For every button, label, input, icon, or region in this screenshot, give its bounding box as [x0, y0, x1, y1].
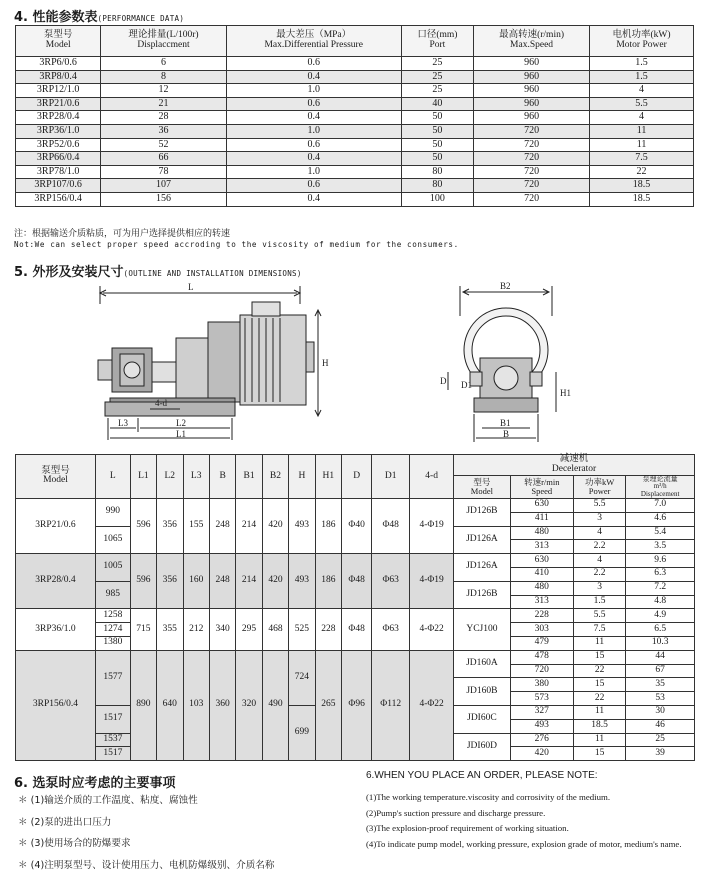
- table-row: [16, 165, 694, 179]
- table-row: [16, 554, 695, 568]
- reducer-model: YCJ100: [454, 609, 511, 650]
- dim-L: 1537: [95, 733, 130, 747]
- dim-header-4-d: 4-d: [410, 455, 454, 499]
- reducer-cell: 420: [510, 747, 573, 761]
- perf-cell: 25: [401, 70, 473, 84]
- perf-cell: 50: [401, 124, 473, 138]
- perf-cell: 720: [474, 152, 590, 166]
- dim-H: 525: [289, 609, 315, 650]
- reducer-cell: 228: [510, 609, 573, 623]
- reducer-cell: 4: [573, 526, 625, 540]
- perf-cell: 3RP12/1.0: [16, 84, 101, 98]
- perf-cell: 3RP8/0.4: [16, 70, 101, 84]
- reducer-cell: 1.5: [573, 595, 625, 609]
- dim-model: 3RP36/1.0: [16, 609, 96, 650]
- reducer-cell: 630: [510, 554, 573, 568]
- reducer-cell: 276: [510, 733, 573, 747]
- perf-cell: 36: [101, 124, 226, 138]
- dim-header-model: 泵型号 Model: [16, 455, 96, 499]
- table-row: [16, 498, 695, 512]
- dim-H1: 228: [315, 609, 341, 650]
- perf-cell: 21: [101, 97, 226, 111]
- reducer-cell: 15: [573, 678, 625, 692]
- perf-cell: 3RP66/0.4: [16, 152, 101, 166]
- dim-L: 1258: [95, 609, 130, 623]
- side-view: [98, 282, 329, 440]
- perf-cell: 720: [474, 179, 590, 193]
- dim-B: B: [503, 429, 510, 439]
- perf-cell: 0.6: [226, 57, 401, 71]
- reducer-model: JD126B: [454, 498, 511, 526]
- dim-B: 248: [209, 498, 235, 553]
- performance-table: [15, 25, 694, 207]
- perf-cell: 5.5: [590, 97, 694, 111]
- perf-cell: 4: [590, 111, 694, 125]
- dim-d: 4-Φ22: [410, 609, 454, 650]
- dim-H1: H1: [560, 388, 571, 398]
- reducer-cell: 479: [510, 636, 573, 650]
- dim-L1: 596: [130, 554, 156, 609]
- reducer-cell: 7.0: [626, 498, 695, 512]
- reducer-cell: 493: [510, 719, 573, 733]
- reducer-cell: 5.5: [573, 498, 625, 512]
- reducer-model: JDI60D: [454, 733, 511, 761]
- perf-cell: 18.5: [590, 179, 694, 193]
- perf-cell: 3RP28/0.4: [16, 111, 101, 125]
- list-item: ＊ (2)泵的进出口压力: [18, 816, 112, 828]
- dim-H: H: [322, 358, 329, 368]
- dim-L3: L3: [118, 418, 128, 428]
- dim-L: 985: [95, 581, 130, 609]
- perf-header-1: 理论排量(L/100r) Displaccment: [101, 26, 226, 57]
- table-row: [16, 124, 694, 138]
- perf-cell: 960: [474, 111, 590, 125]
- perf-cell: 25: [401, 57, 473, 71]
- perf-cell: 1.5: [590, 57, 694, 71]
- dim-L: 1005: [95, 554, 130, 582]
- reducer-model: JD126A: [454, 526, 511, 554]
- list-item: ＊ (4)注明泵型号、设计使用压力、电机防爆级别、介质名称: [18, 859, 275, 871]
- dim-H: 493: [289, 498, 315, 553]
- reducer-cell: 411: [510, 512, 573, 526]
- sub-power: 功率kW Power: [573, 475, 625, 498]
- reducer-cell: 2.2: [573, 567, 625, 581]
- reducer-cell: 11: [573, 636, 625, 650]
- perf-header-0: 泵型号 Model: [16, 26, 101, 57]
- dim-L: 1065: [95, 526, 130, 554]
- dim-D: Φ48: [342, 554, 372, 609]
- reducer-cell: 720: [510, 664, 573, 678]
- perf-cell: 1.0: [226, 84, 401, 98]
- dim-B: 248: [209, 554, 235, 609]
- perf-cell: 80: [401, 165, 473, 179]
- reducer-cell: 2.2: [573, 540, 625, 554]
- dim-L: 1577: [95, 650, 130, 705]
- sub-displacement: 泵理论流量 m³/h Displacement: [626, 475, 695, 498]
- reducer-cell: 630: [510, 498, 573, 512]
- perf-header-5: 电机功率(kW) Motor Power: [590, 26, 694, 57]
- dim-B1: B1: [500, 418, 511, 428]
- perf-cell: 4: [590, 84, 694, 98]
- table-row: [16, 179, 694, 193]
- dim-L: 990: [95, 498, 130, 526]
- perf-header-3: 口径(mm) Port: [401, 26, 473, 57]
- dim-D1: Φ112: [372, 650, 410, 760]
- reducer-model: JD160B: [454, 678, 511, 706]
- list-item: (1)The working temperature.viscosity and corrosivity of the medium.: [366, 792, 611, 802]
- table-row: [16, 152, 694, 166]
- dim-H1: 186: [315, 498, 341, 553]
- dim-header-L: L: [95, 455, 130, 499]
- reducer-cell: 313: [510, 540, 573, 554]
- reducer-cell: 30: [626, 705, 695, 719]
- perf-cell: 25: [401, 84, 473, 98]
- perf-cell: 80: [401, 179, 473, 193]
- perf-cell: 1.0: [226, 124, 401, 138]
- perf-cell: 0.4: [226, 111, 401, 125]
- perf-cell: 156: [101, 192, 226, 206]
- dim-D: Φ96: [342, 650, 372, 760]
- dim-B1: 320: [236, 650, 262, 760]
- reducer-cell: 5.4: [626, 526, 695, 540]
- dim-4d: 4-d: [155, 398, 167, 408]
- dim-H: 724: [289, 650, 315, 705]
- dim-H1: 186: [315, 554, 341, 609]
- dim-L: 1517: [95, 705, 130, 733]
- reducer-cell: 9.6: [626, 554, 695, 568]
- reducer-cell: 4.9: [626, 609, 695, 623]
- perf-cell: 107: [101, 179, 226, 193]
- dim-model: 3RP28/0.4: [16, 554, 96, 609]
- perf-cell: 50: [401, 152, 473, 166]
- dim-B: 360: [209, 650, 235, 760]
- dim-header-reducer: 减速机 Decelerator: [454, 455, 695, 476]
- perf-cell: 22: [590, 165, 694, 179]
- dim-header-D: D: [342, 455, 372, 499]
- dim-model: 3RP156/0.4: [16, 650, 96, 760]
- table-row: [16, 138, 694, 152]
- dim-H: 699: [289, 705, 315, 760]
- reducer-cell: 44: [626, 650, 695, 664]
- dim-B1: 214: [236, 554, 262, 609]
- front-view: [440, 281, 571, 442]
- section-5-title: 5. 外形及安装尺寸(OUTLINE AND INSTALLATION DIMENSIONS): [14, 265, 302, 280]
- dim-header-B1: B1: [236, 455, 262, 499]
- reducer-cell: 480: [510, 526, 573, 540]
- perf-cell: 3RP36/1.0: [16, 124, 101, 138]
- dim-d: 4-Φ19: [410, 554, 454, 609]
- perf-cell: 11: [590, 124, 694, 138]
- table-row: [16, 97, 694, 111]
- perf-header-4: 最高转速(r/min) Max.Speed: [474, 26, 590, 57]
- notes-en-title: 6.WHEN YOU PLACE AN ORDER, PLEASE NOTE:: [366, 770, 598, 781]
- dim-B: 340: [209, 609, 235, 650]
- reducer-model: JDI60C: [454, 705, 511, 733]
- dim-D1: Φ63: [372, 554, 410, 609]
- reducer-cell: 3.5: [626, 540, 695, 554]
- notes-cn-list: [18, 792, 274, 878]
- dim-header-L1: L1: [130, 455, 156, 499]
- perf-cell: 720: [474, 192, 590, 206]
- dim-B2: 420: [262, 498, 288, 553]
- list-item: (4)To indicate pump model, working pressure, explosion grade of motor, medium's name.: [366, 838, 682, 849]
- dim-model: 3RP21/0.6: [16, 498, 96, 553]
- reducer-cell: 410: [510, 567, 573, 581]
- perf-cell: 8: [101, 70, 226, 84]
- note-cn: 注：根据输送介质粘质，可为用户选择提供相应的转速: [14, 228, 231, 238]
- perf-cell: 52: [101, 138, 226, 152]
- table-row: [16, 609, 695, 623]
- perf-cell: 960: [474, 70, 590, 84]
- reducer-cell: 3: [573, 581, 625, 595]
- reducer-cell: 67: [626, 664, 695, 678]
- dim-H1: 265: [315, 650, 341, 760]
- table-row: [16, 192, 694, 206]
- dim-header-L3: L3: [183, 455, 209, 499]
- reducer-cell: 4: [573, 554, 625, 568]
- perf-cell: 100: [401, 192, 473, 206]
- perf-cell: 18.5: [590, 192, 694, 206]
- reducer-cell: 6.5: [626, 623, 695, 637]
- perf-header-2: 最大差压（MPa） Max.Differential Pressure: [226, 26, 401, 57]
- perf-cell: 0.4: [226, 152, 401, 166]
- reducer-model: JD126B: [454, 581, 511, 609]
- perf-cell: 3RP78/1.0: [16, 165, 101, 179]
- perf-cell: 0.6: [226, 179, 401, 193]
- section-6-title: 6. 选泵时应考虑的主要事项: [14, 776, 176, 791]
- perf-cell: 3RP156/0.4: [16, 192, 101, 206]
- dim-L1: 890: [130, 650, 156, 760]
- perf-cell: 960: [474, 97, 590, 111]
- dim-header-B: B: [209, 455, 235, 499]
- reducer-cell: 53: [626, 692, 695, 706]
- reducer-cell: 327: [510, 705, 573, 719]
- dim-B2: 468: [262, 609, 288, 650]
- reducer-cell: 6.3: [626, 567, 695, 581]
- perf-cell: 11: [590, 138, 694, 152]
- table-row: [16, 111, 694, 125]
- perf-cell: 66: [101, 152, 226, 166]
- perf-cell: 3RP21/0.6: [16, 97, 101, 111]
- perf-cell: 720: [474, 165, 590, 179]
- dim-H: 493: [289, 554, 315, 609]
- dim-L3: 160: [183, 554, 209, 609]
- perf-cell: 78: [101, 165, 226, 179]
- dim-D: Φ40: [342, 498, 372, 553]
- table-row: [16, 70, 694, 84]
- reducer-cell: 11: [573, 733, 625, 747]
- dim-D: D: [440, 376, 447, 386]
- dim-D1: D1: [461, 380, 472, 390]
- perf-cell: 960: [474, 84, 590, 98]
- perf-cell: 960: [474, 57, 590, 71]
- dim-L2: 355: [157, 609, 183, 650]
- dim-L2: 640: [157, 650, 183, 760]
- table-row: [16, 84, 694, 98]
- outline-drawing: [0, 280, 713, 452]
- dim-B2: 420: [262, 554, 288, 609]
- perf-cell: 12: [101, 84, 226, 98]
- dim-header-row: [16, 455, 695, 476]
- reducer-cell: 10.3: [626, 636, 695, 650]
- reducer-cell: 11: [573, 705, 625, 719]
- dim-header-L2: L2: [157, 455, 183, 499]
- section-4-title: 4. 性能参数表(PERFORMANCE DATA): [14, 10, 185, 25]
- reducer-cell: 39: [626, 747, 695, 761]
- dim-L: L: [188, 282, 194, 292]
- dim-L1: L1: [176, 429, 186, 439]
- reducer-cell: 22: [573, 664, 625, 678]
- dim-D1: Φ63: [372, 609, 410, 650]
- dim-L2: 356: [157, 498, 183, 553]
- perf-cell: 0.6: [226, 138, 401, 152]
- dim-header-H1: H1: [315, 455, 341, 499]
- reducer-cell: 22: [573, 692, 625, 706]
- list-item: ＊ (3)使用场合的防爆要求: [18, 838, 131, 849]
- perf-cell: 28: [101, 111, 226, 125]
- reducer-cell: 480: [510, 581, 573, 595]
- perf-cell: 0.4: [226, 192, 401, 206]
- dim-D1: Φ48: [372, 498, 410, 553]
- list-item: (2)Pump's suction pressure and discharge pressure.: [366, 807, 546, 818]
- table-row: [16, 650, 695, 664]
- perf-cell: 1.5: [590, 70, 694, 84]
- reducer-cell: 4.8: [626, 595, 695, 609]
- perf-cell: 3RP52/0.6: [16, 138, 101, 152]
- dim-L2: L2: [176, 418, 186, 428]
- perf-cell: 50: [401, 111, 473, 125]
- reducer-model: JD160A: [454, 650, 511, 678]
- reducer-cell: 25: [626, 733, 695, 747]
- notes-en-list: [366, 792, 696, 854]
- perf-cell: 0.4: [226, 70, 401, 84]
- dim-L3: 103: [183, 650, 209, 760]
- table-row: [16, 57, 694, 71]
- dim-d: 4-Φ19: [410, 498, 454, 553]
- dim-L: 1517: [95, 747, 130, 761]
- reducer-cell: 3: [573, 512, 625, 526]
- dim-L: 1274: [95, 623, 130, 637]
- perf-cell: 3RP107/0.6: [16, 179, 101, 193]
- perf-cell: 40: [401, 97, 473, 111]
- reducer-cell: 15: [573, 747, 625, 761]
- reducer-cell: 46: [626, 719, 695, 733]
- dim-B2: B2: [500, 281, 511, 291]
- reducer-cell: 7.5: [573, 623, 625, 637]
- dimensions-table: [15, 454, 695, 761]
- dim-header-D1: D1: [372, 455, 410, 499]
- dim-L2: 356: [157, 554, 183, 609]
- dim-D: Φ48: [342, 609, 372, 650]
- perf-cell: 50: [401, 138, 473, 152]
- reducer-cell: 15: [573, 650, 625, 664]
- reducer-cell: 478: [510, 650, 573, 664]
- dim-d: 4-Φ22: [410, 650, 454, 760]
- dim-B2: 490: [262, 650, 288, 760]
- reducer-cell: 303: [510, 623, 573, 637]
- dim-L1: 715: [130, 609, 156, 650]
- perf-cell: 0.6: [226, 97, 401, 111]
- dim-B1: 295: [236, 609, 262, 650]
- perf-cell: 3RP6/0.6: [16, 57, 101, 71]
- reducer-cell: 313: [510, 595, 573, 609]
- reducer-model: JD126A: [454, 554, 511, 582]
- dim-header-B2: B2: [262, 455, 288, 499]
- sub-speed: 转速r/min Speed: [510, 475, 573, 498]
- dim-L3: 212: [183, 609, 209, 650]
- reducer-cell: 5.5: [573, 609, 625, 623]
- reducer-cell: 380: [510, 678, 573, 692]
- perf-cell: 7.5: [590, 152, 694, 166]
- reducer-cell: 4.6: [626, 512, 695, 526]
- perf-cell: 6: [101, 57, 226, 71]
- reducer-cell: 7.2: [626, 581, 695, 595]
- dim-L3: 155: [183, 498, 209, 553]
- reducer-cell: 18.5: [573, 719, 625, 733]
- reducer-cell: 573: [510, 692, 573, 706]
- sub-model: 型号 Model: [454, 475, 511, 498]
- list-item: ＊ (1)输送介质的工作温度、粘度、腐蚀性: [18, 795, 198, 806]
- perf-cell: 720: [474, 138, 590, 152]
- note-en: Not:We can select proper speed accroding to the viscosity of medium for the consumers.: [14, 240, 459, 249]
- dim-B1: 214: [236, 498, 262, 553]
- perf-cell: 720: [474, 124, 590, 138]
- list-item: (3)The explosion-proof requirement of working situation.: [366, 823, 569, 833]
- dim-L1: 596: [130, 498, 156, 553]
- dim-header-H: H: [289, 455, 315, 499]
- perf-cell: 1.0: [226, 165, 401, 179]
- reducer-cell: 35: [626, 678, 695, 692]
- dim-L: 1380: [95, 636, 130, 650]
